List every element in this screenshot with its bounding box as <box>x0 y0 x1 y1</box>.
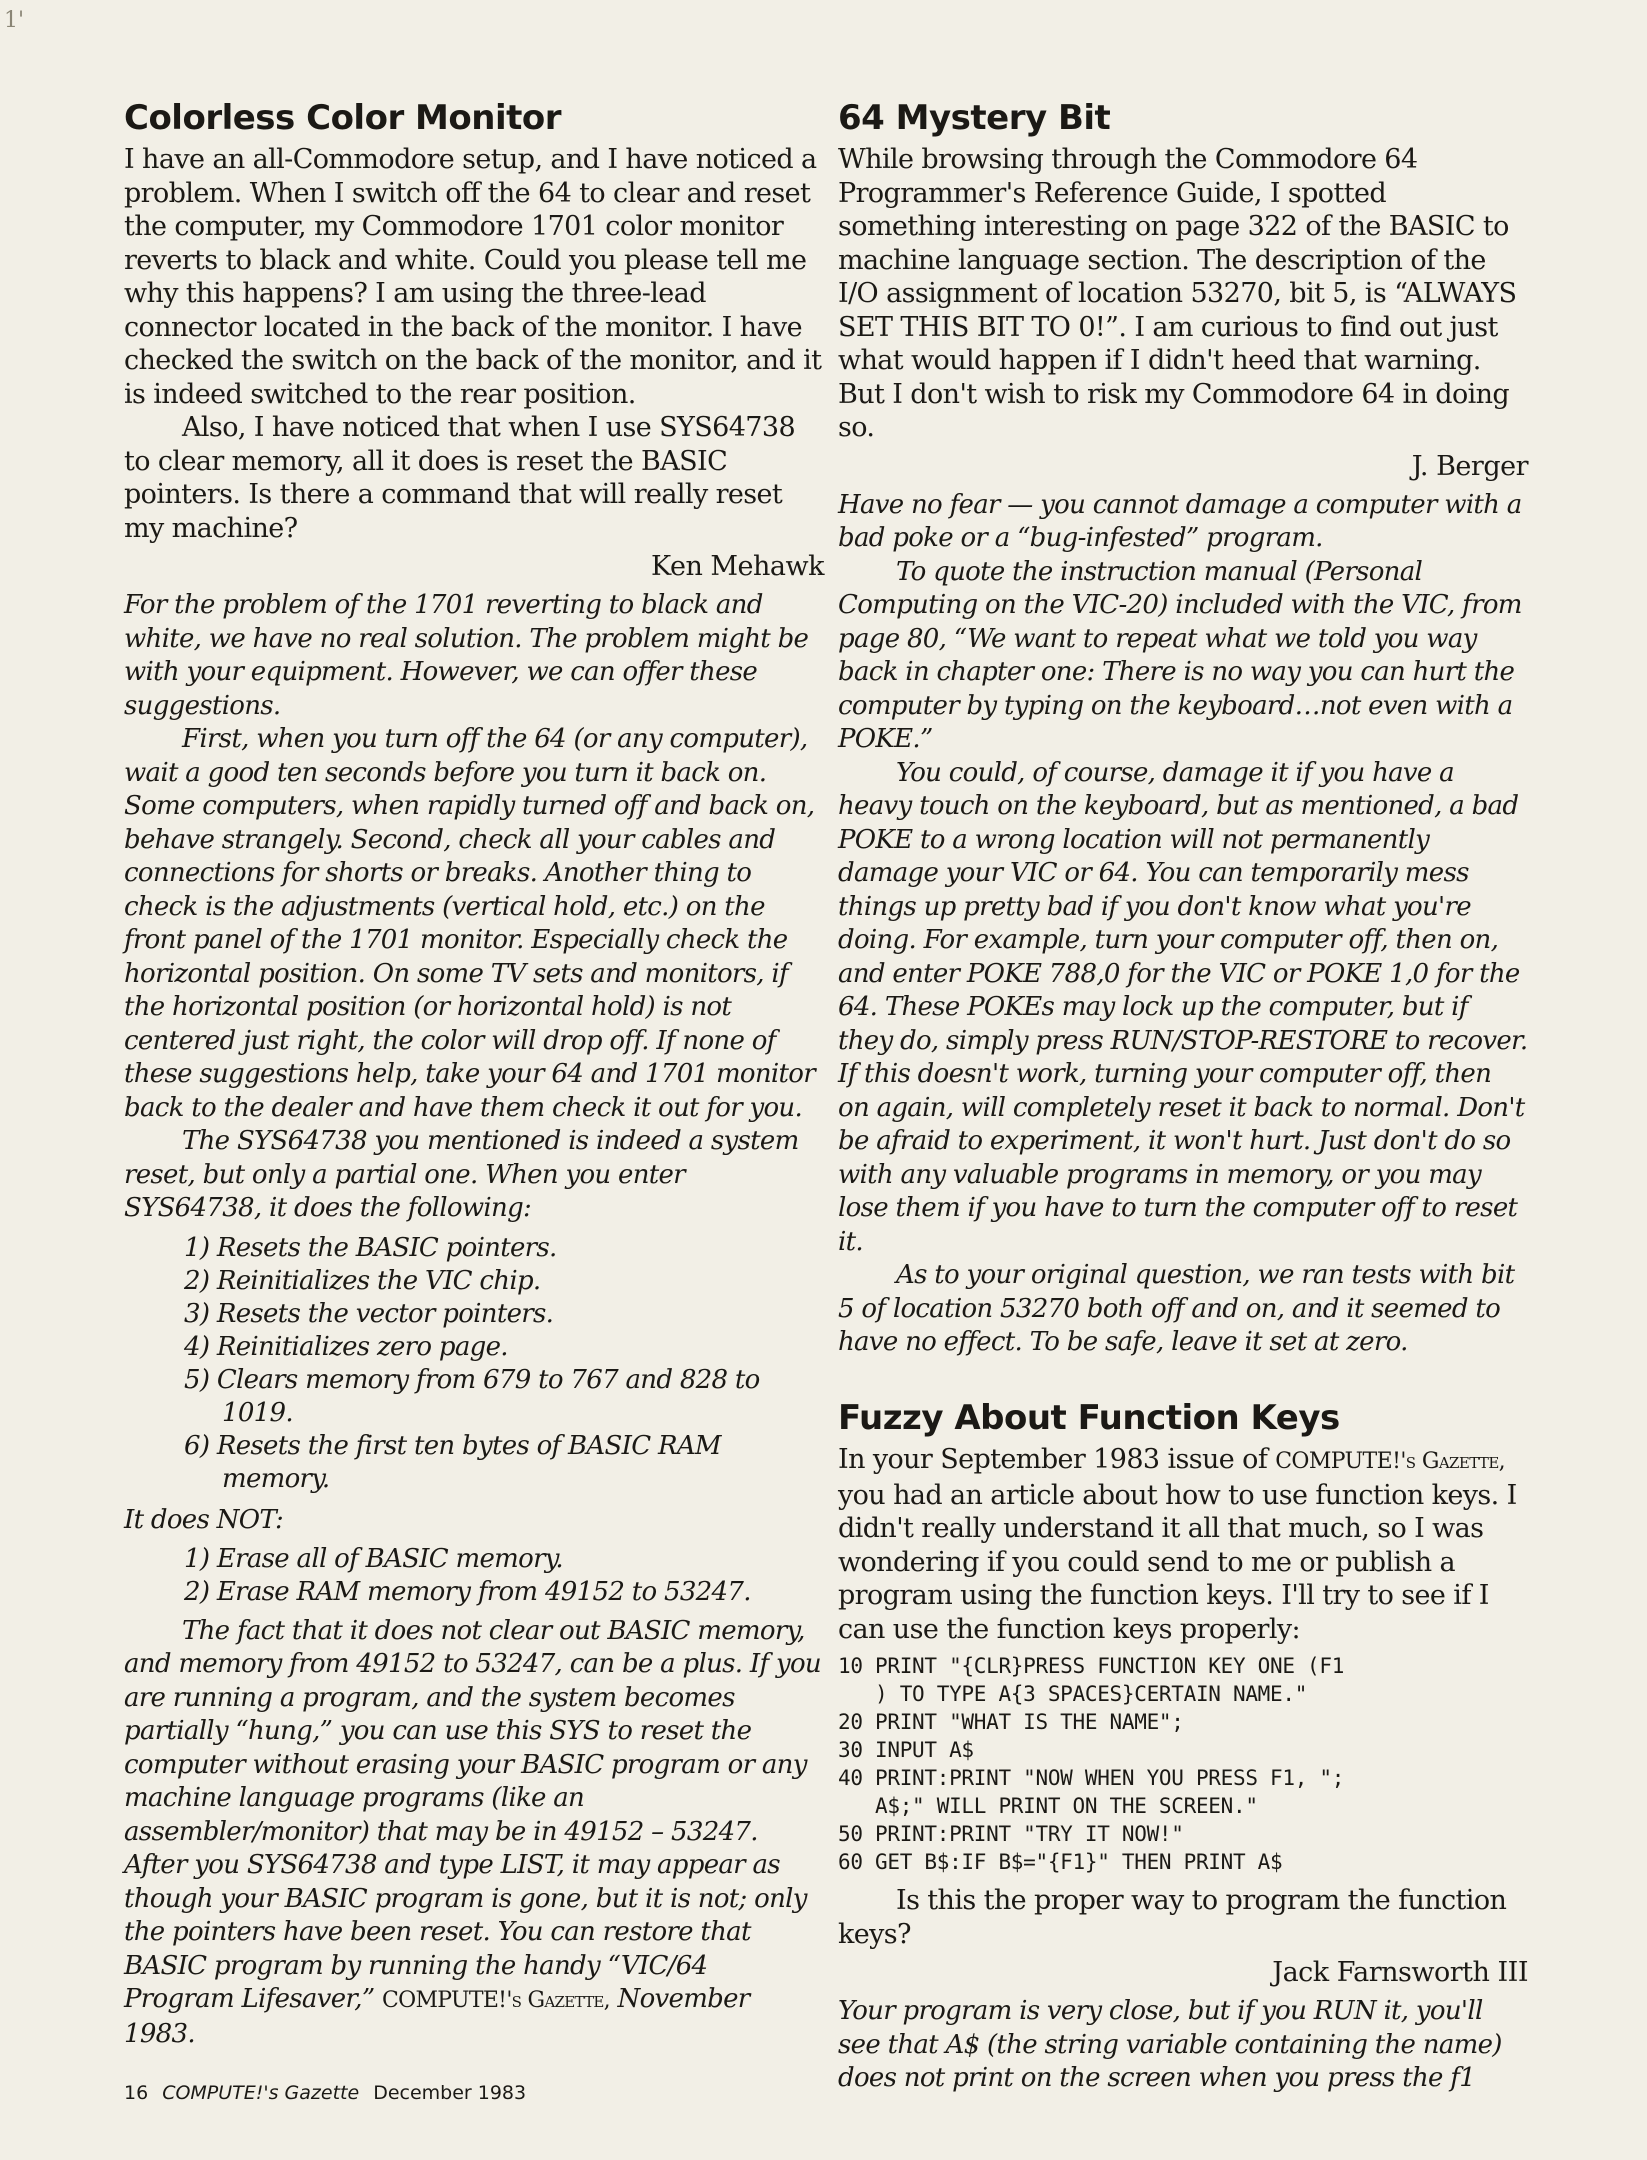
left-column <box>124 100 824 2051</box>
list-item: 2) Reinitializes the VIC chip. <box>184 1265 541 1296</box>
letter-paragraph: I have an all-Commodore setup, and I have noticed a problem. When I switch off the 64 to clear and reset the computer, my Commodore 1701 color monitor reverts to black and white. Could you please tell me why this happens? I am using the three-lead connector located in the back of the monitor. I have checked the switch on the back of the monitor, and it is indeed switched to the rear position. <box>124 144 822 410</box>
list-item: 1) Erase all of BASIC memory. <box>184 1543 563 1574</box>
article-title-colorless-color-monitor: Colorless Color Monitor <box>124 98 561 138</box>
letter-signature: J. Berger <box>1411 450 1528 482</box>
list-item: 3) Resets the vector pointers. <box>184 1298 554 1329</box>
basic-program-listing: 10 PRINT "{CLR}PRESS FUNCTION KEY ONE (F1 ) TO TYPE A{3 SPACES}CERTAIN NAME." 20 PRINT "WHAT IS THE NAME"; 30 INPUT A$ 40 PRINT:PRINT "NOW WHEN YOU PRESS F1, "; A$;" WILL PRINT ON THE SCREEN." 50 PRINT:PRINT "TRY IT NOW!" 60 GET B$:IF B$="{F1}" THEN PRINT A$ <box>838 1654 1345 1875</box>
article-title-64-mystery-bit: 64 Mystery Bit <box>838 98 1111 138</box>
answer-paragraph: You could, of course, damage it if you have a heavy touch on the keyboard, but as mentioned, a bad POKE to a wrong location will not permanently damage your VIC or 64. You can temporarily mess things up pretty bad if you don't know what you're doing. For example, turn your computer off, then on, and enter POKE 788,0 for the VIC or POKE 1,0 for the 64. These POKEs may lock up the computer, but if they do, simply press RUN/STOP-RESTORE to recover. If this doesn't work, turning your computer off, then on again, will completely reset it back to normal. Don't be afraid to experiment, it won't hurt. Just don't do so with any valuable programs in memory, or you may lose them if you have to turn the computer off to reset it. <box>838 757 1528 1257</box>
list-item: 2) Erase RAM memory from 49152 to 53247. <box>184 1576 751 1607</box>
answer-paragraph: As to your original question, we ran tests with bit 5 of location 53270 both off and on, and it seemed to have no effect. To be safe, leave it set at zero. <box>838 1260 1515 1358</box>
does-not-heading: It does NOT: <box>124 1504 284 1535</box>
answer-text: The fact that it does not clear out BASIC memory, and memory from 49152 to 53247, can be a plus. If you are running a program, and the system becomes partially “hung,” you can use this SYS to reset the computer without erasing your BASIC program or any machine language programs (like an assembler/monitor) that may be in 49152 – 53247. After you SYS64738 and type LIST, it may appear as though your BASIC program is gone, but it is not; only the pointers have been reset. You can restore that BASIC program by running the handy “VIC/64 Program Lifesaver,” <box>124 1615 821 2015</box>
answer-paragraph: To quote the instruction manual (Personal Computing on the VIC-20) included with the VIC, from page 80, “We want to repeat what we told you way back in chapter one: There is no way you can hurt the computer by typing on the keyboard…not even with a POKE.” <box>838 556 1522 755</box>
answer-paragraph: Have no fear — you cannot damage a computer with a bad poke or a “bug-infested” program. <box>838 489 1522 554</box>
letter-paragraph <box>838 1443 1528 1646</box>
answer-paragraph: First, when you turn off the 64 (or any computer), wait a good ten seconds before you turn it back on. Some computers, when rapidly turned off and back on, behave strangely. Second, check all your cables and connections for shorts or breaks. Another thing to check is the adjustments (vertical hold, etc.) on the front panel of the 1701 monitor. Especially check the horizontal position. On some TV sets and monitors, if the horizontal position (or horizontal hold) is not centered just right, the color will drop off. If none of these suggestions help, take your 64 and 1701 monitor back to the dealer and have them check it out for you. <box>124 724 815 1123</box>
letter-paragraph: While browsing through the Commodore 64 Programmer's Reference Guide, I spotted something interesting on page 322 of the BASIC to machine language section. The description of the I/O assignment of location 53270, bit 5, is “ALWAYS SET THIS BIT TO 0!”. I am curious to find out just what would happen if I didn't heed that warning. But I don't wish to risk my Commodore 64 in doing so. <box>838 144 1517 444</box>
list-item: 6) Resets the first ten bytes of BASIC RAM memory. <box>184 1430 721 1494</box>
article-title-fuzzy-about-function-keys: Fuzzy About Function Keys <box>838 1397 1340 1438</box>
letter-text: In your September 1983 issue of <box>838 1444 1268 1476</box>
right-column <box>838 100 1528 2096</box>
letter-signature: Ken Mehawk <box>651 551 824 583</box>
magazine-name: COMPUTE!'s Gazette, <box>1275 1449 1506 1475</box>
answer-paragraph: Your program is very close, but if you RUN it, you'll see that A$ (the string variable containing the name) does not print on the screen when you press the f1 <box>838 1996 1502 2094</box>
footer-date: December 1983 <box>373 2082 527 2104</box>
letter-signature: Jack Farnsworth III <box>1272 1957 1528 1989</box>
list-item: 4) Reinitializes zero page. <box>184 1331 508 1362</box>
sys-does-list <box>124 1232 824 1496</box>
list-item: 1) Resets the BASIC pointers. <box>184 1232 557 1263</box>
page-footer <box>124 2082 526 2104</box>
answer-paragraph: The SYS64738 you mentioned is indeed a system reset, but only a partial one. When you enter SYS64738, it does the following: <box>124 1126 799 1224</box>
answer-paragraph: For the problem of the 1701 reverting to black and white, we have no real solution. The problem might be with your equipment. However, we can offer these suggestions. <box>124 590 809 721</box>
letter-text: you had an article about how to use function keys. I didn't really understand it all that much, so I was wondering if you could send to me or publish a program using the function keys. I'll try to see if I can use the function keys properly: <box>838 1479 1517 1645</box>
corner-mark: 1' <box>4 8 25 33</box>
answer-text: November 1983. <box>124 1984 750 2049</box>
answer-paragraph <box>124 1615 824 2052</box>
letter-paragraph: Is this the proper way to program the function keys? <box>838 1885 1507 1950</box>
footer-magazine: COMPUTE!'s Gazette <box>162 2082 360 2104</box>
page-number: 16 <box>124 2082 149 2104</box>
sys-does-not-list <box>124 1543 824 1609</box>
magazine-name: COMPUTE!'s Gazette, <box>382 1988 610 2014</box>
letter-paragraph: Also, I have noticed that when I use SYS64738 to clear memory, all it does is reset the BASIC pointers. Is there a command that will really reset my machine? <box>124 412 796 544</box>
list-item: 5) Clears memory from 679 to 767 and 828 to 1019. <box>184 1364 760 1428</box>
